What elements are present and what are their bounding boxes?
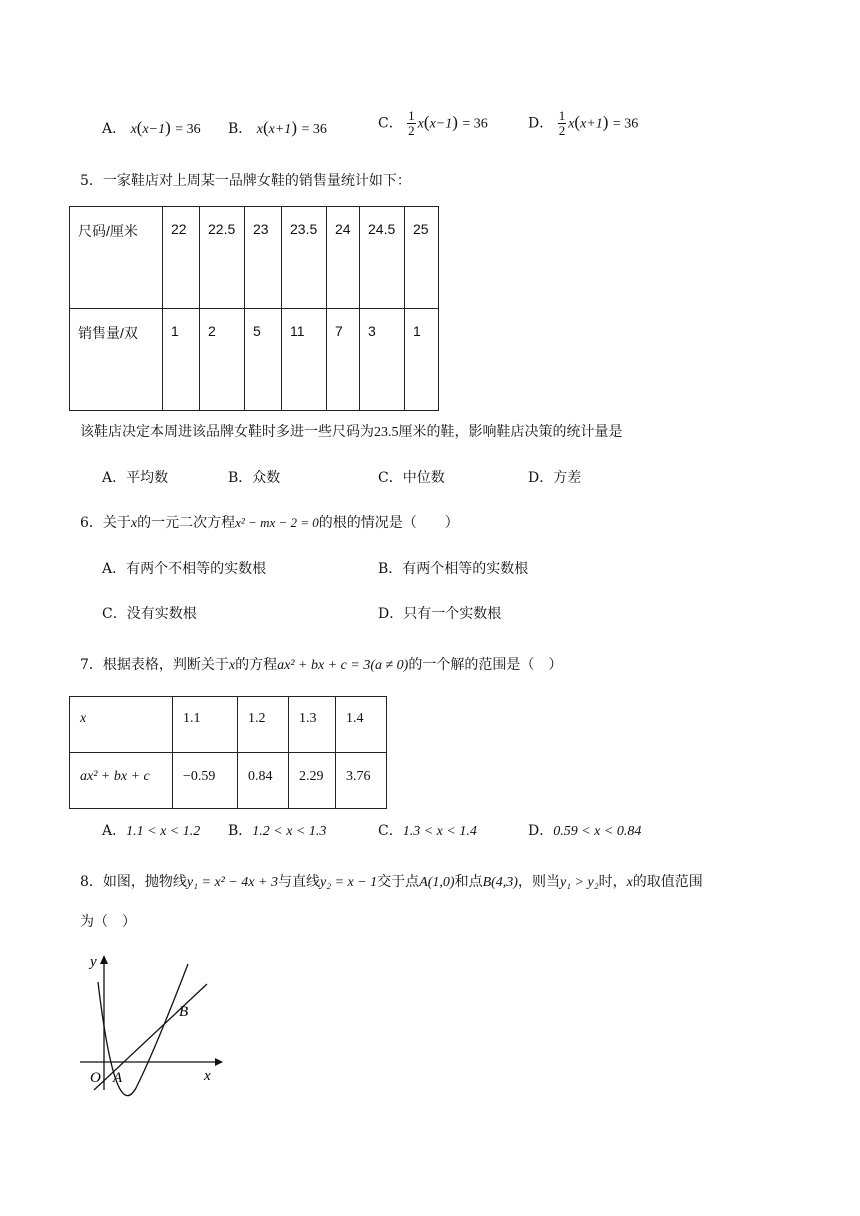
q7-stem: 7．根据表格，判断关于x的方程ax² + bx + c = 3(a ≠ 0)的一个解的范围是（ ） bbox=[80, 657, 563, 673]
q5-size-cell: 23 bbox=[245, 207, 282, 309]
label-point-a: A bbox=[113, 1070, 123, 1086]
q4-option-d[interactable]: D． $\frac{1}{2}$ x(x+1) = 36 bbox=[528, 108, 639, 138]
label-y: y bbox=[90, 954, 97, 970]
q5-stem: 5．一家鞋店对上周某一品牌女鞋的销售量统计如下： bbox=[80, 173, 411, 189]
q5-sales-cell: 1 bbox=[163, 309, 200, 411]
q7-row2-header: ax² + bx + c bbox=[70, 753, 173, 809]
q5-size-cell: 24.5 bbox=[360, 207, 405, 309]
label-point-b: B bbox=[179, 1004, 189, 1020]
q7-val-cell: 0.84 bbox=[238, 753, 289, 809]
q5-size-cell: 23.5 bbox=[282, 207, 327, 309]
q7-x-cell: 1.1 bbox=[173, 697, 238, 753]
q5-sales-cell: 5 bbox=[245, 309, 282, 411]
q7-val-cell: 3.76 bbox=[336, 753, 387, 809]
q5-option-d[interactable]: D．方差 bbox=[528, 470, 582, 486]
q7-option-d[interactable]: D．0.59 < x < 0.84 bbox=[528, 823, 642, 839]
q7-val-cell: −0.59 bbox=[173, 753, 238, 809]
q4-option-a[interactable]: A． x(x−1) = 36 bbox=[102, 118, 201, 137]
q8-stem: 8．如图，抛物线y₁ = x² − 4x + 3与直线y₂ = x − 1交于点A(1,0)和点B(4,3)，则当y₁ > y₂时，x的取值范围 bbox=[80, 874, 703, 890]
q8-stem-line2: 为（ ） bbox=[80, 914, 136, 930]
q5-size-cell: 25 bbox=[405, 207, 439, 309]
q5-row1-header: 尺码/厘米 bbox=[70, 207, 163, 309]
q7-table bbox=[69, 696, 387, 809]
q5-size-cell: 24 bbox=[327, 207, 360, 309]
q7-option-c[interactable]: C．1.3 < x < 1.4 bbox=[378, 823, 477, 839]
q6-stem: 6．关于x的一元二次方程x² − mx − 2 = 0的根的情况是（ ） bbox=[80, 515, 459, 531]
q5-size-cell: 22 bbox=[163, 207, 200, 309]
x-axis-arrow bbox=[215, 1058, 223, 1066]
q6-option-a[interactable]: A．有两个不相等的实数根 bbox=[102, 561, 267, 577]
label-x: x bbox=[204, 1068, 211, 1084]
q7-x-cell: 1.3 bbox=[289, 697, 336, 753]
label-origin: O bbox=[90, 1070, 101, 1086]
q5-size-cell: 22.5 bbox=[200, 207, 245, 309]
q7-option-b[interactable]: B．1.2 < x < 1.3 bbox=[228, 823, 327, 839]
q5-sales-cell: 11 bbox=[282, 309, 327, 411]
q4-option-a-letter: A． bbox=[102, 121, 127, 137]
q4-option-b[interactable]: B． x(x+1) = 36 bbox=[228, 118, 327, 137]
line-y2 bbox=[94, 984, 207, 1090]
q6-option-b[interactable]: B．有两个相等的实数根 bbox=[378, 561, 529, 577]
q5-sales-cell: 3 bbox=[360, 309, 405, 411]
q6-option-c[interactable]: C．没有实数根 bbox=[102, 606, 197, 622]
q7-x-cell: 1.4 bbox=[336, 697, 387, 753]
q7-row1-header: x bbox=[70, 697, 173, 753]
q5-option-c[interactable]: C．中位数 bbox=[378, 470, 445, 486]
q5-option-b[interactable]: B．众数 bbox=[228, 470, 281, 486]
q5-table bbox=[69, 206, 439, 411]
q5-option-a[interactable]: A．平均数 bbox=[102, 470, 169, 486]
q7-x-cell: 1.2 bbox=[238, 697, 289, 753]
q7-option-a[interactable]: A．1.1 < x < 1.2 bbox=[102, 823, 201, 839]
q5-sales-cell: 1 bbox=[405, 309, 439, 411]
fraction: $\frac{1}{2}$ bbox=[558, 108, 566, 138]
y-axis-arrow bbox=[100, 955, 108, 964]
q7-val-cell: 2.29 bbox=[289, 753, 336, 809]
parabola bbox=[98, 964, 188, 1096]
q8-figure bbox=[80, 950, 240, 1100]
q5-sales-cell: 2 bbox=[200, 309, 245, 411]
q4-option-c[interactable]: C． $\frac{1}{2}$ x(x−1) = 36 bbox=[378, 108, 488, 138]
q5-sales-cell: 7 bbox=[327, 309, 360, 411]
q5-followup: 该鞋店决定本周进该品牌女鞋时多进一些尺码为23.5厘米的鞋，影响鞋店决策的统计量是 bbox=[80, 424, 623, 440]
q5-row2-header: 销售量/双 bbox=[70, 309, 163, 411]
q6-option-d[interactable]: D．只有一个实数根 bbox=[378, 606, 502, 622]
fraction: $\frac{1}{2}$ bbox=[408, 108, 415, 138]
